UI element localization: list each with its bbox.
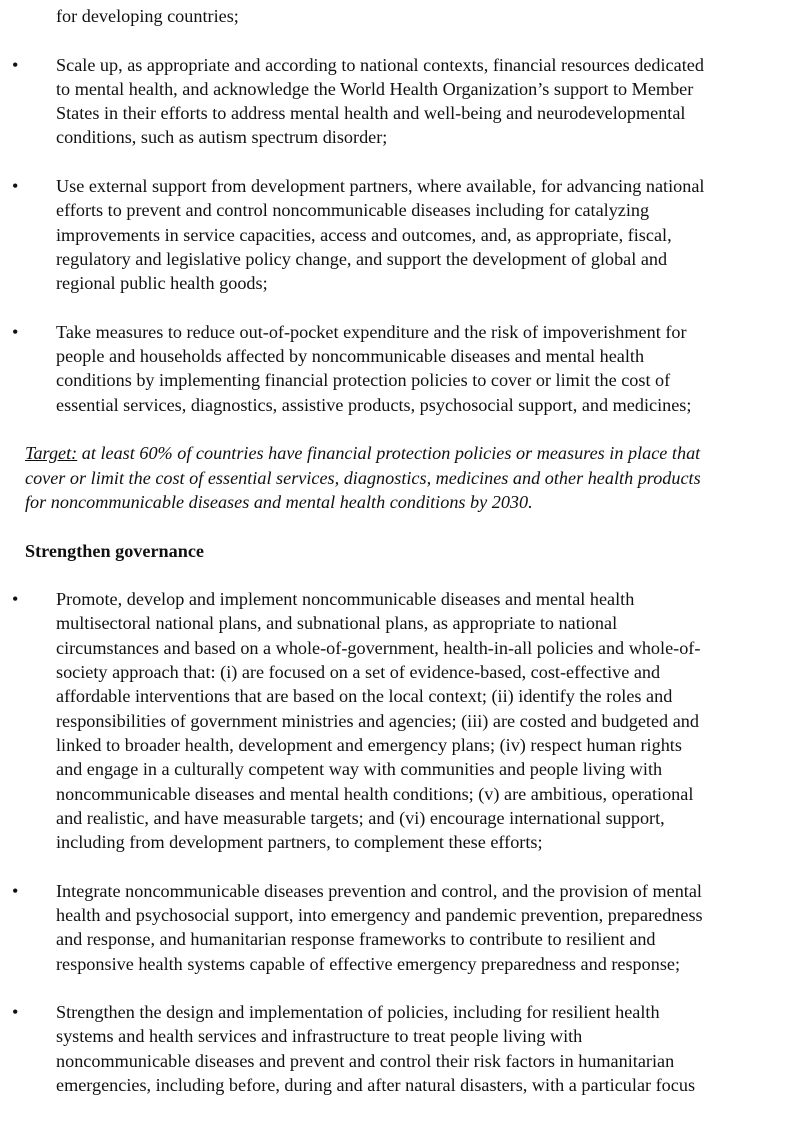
- bullet-icon: •: [12, 880, 19, 901]
- text-line: regional public health goods;: [56, 273, 268, 294]
- text-line: responsibilities of government ministries and agencies; (iii) are costed and budgeted and: [56, 710, 699, 731]
- text-line: emergencies, including before, during and after natural disasters, with a particular focus: [56, 1075, 696, 1096]
- bullet-item: [0, 587, 800, 854]
- bullet-icon: •: [12, 1002, 19, 1023]
- section-heading: Strengthen governance: [25, 540, 204, 561]
- text-line: circumstances and based on a whole-of-government, health-in-all policies and whole-of-: [56, 637, 701, 658]
- text-line: and response, and humanitarian response frameworks to contribute to resilient and: [56, 929, 656, 950]
- target-paragraph: [0, 441, 800, 514]
- text-line: essential services, diagnostics, assistive products, psychosocial support, and medicines;: [56, 394, 692, 415]
- bullet-item: [0, 879, 800, 976]
- governance-bullets: [0, 587, 800, 1097]
- bullet-item: [0, 320, 800, 417]
- text-line: Use external support from development partners, where available, for advancing national: [56, 176, 705, 197]
- financing-bullets: [0, 53, 800, 417]
- bullet-item: [0, 53, 800, 150]
- text-line: Strengthen the design and implementation of policies, including for resilient health: [56, 1002, 660, 1023]
- text-line: conditions by implementing financial protection policies to cover or limit the cost of: [56, 370, 671, 391]
- text-line: health and psychosocial support, into emergency and pandemic prevention, preparedness: [56, 904, 703, 925]
- bullet-item: [0, 1000, 800, 1097]
- text-line: Scale up, as appropriate and according to national contexts, financial resources dedicated: [56, 54, 704, 75]
- text-line: [0, 441, 800, 465]
- target-label: Target:: [25, 443, 78, 464]
- text-line: improvements in service capacities, access and outcomes, and, as appropriate, fiscal,: [56, 224, 672, 245]
- bullet-item: [0, 174, 800, 295]
- text-line: to mental health, and acknowledge the World Health Organization’s support to Member: [56, 78, 694, 99]
- text-line: for noncommunicable diseases and mental health conditions by 2030.: [25, 491, 533, 512]
- text-line: Integrate noncommunicable diseases prevention and control, and the provision of mental: [56, 880, 702, 901]
- text-line: responsive health systems capable of effective emergency preparedness and response;: [56, 953, 681, 974]
- text-line: multisectoral national plans, and subnational plans, as appropriate to national: [56, 613, 618, 634]
- text-line: conditions, such as autism spectrum disorder;: [56, 127, 388, 148]
- text-line: and realistic, and have measurable targets; and (vi) encourage international support,: [56, 807, 665, 828]
- continuation-paragraph: [0, 4, 800, 28]
- text-line: efforts to prevent and control noncommunicable diseases including for catalyzing: [56, 200, 650, 221]
- bullet-icon: •: [12, 589, 19, 610]
- text-line: systems and health services and infrastructure to treat people living with: [56, 1026, 583, 1047]
- bullet-icon: •: [12, 176, 19, 197]
- text-line: society approach that: (i) are focused on a set of evidence-based, cost-effective and: [56, 662, 661, 683]
- text-line: and engage in a culturally competent way with communities and people living with: [56, 759, 663, 780]
- text-line: cover or limit the cost of essential services, diagnostics, medicines and other health products: [25, 467, 701, 488]
- text-line: linked to broader health, development and emergency plans; (iv) respect human rights: [56, 734, 682, 755]
- text-line: noncommunicable diseases and prevent and control their risk factors in humanitarian: [56, 1050, 675, 1071]
- text-line: Promote, develop and implement noncommunicable diseases and mental health: [56, 589, 635, 610]
- text-line: including from development partners, to complement these efforts;: [56, 832, 543, 853]
- bullet-icon: •: [12, 321, 19, 342]
- text-line: affordable interventions that are based on the local context; (ii) identify the roles and: [56, 686, 673, 707]
- text-line: noncommunicable diseases and mental health conditions; (v) are ambitious, operational: [56, 783, 694, 804]
- text-line: for developing countries;: [56, 6, 239, 26]
- text-line: people and households affected by noncommunicable diseases and mental health: [56, 346, 645, 367]
- text-line: States in their efforts to address mental health and well-being and neurodevelopmental: [56, 103, 686, 124]
- target-text: at least 60% of countries have financial protection policies or measures in place that: [77, 443, 701, 464]
- text-line: regulatory and legislative policy change, and support the development of global and: [56, 248, 668, 269]
- text-line: Take measures to reduce out-of-pocket expenditure and the risk of impoverishment for: [56, 321, 687, 342]
- bullet-icon: •: [12, 54, 19, 75]
